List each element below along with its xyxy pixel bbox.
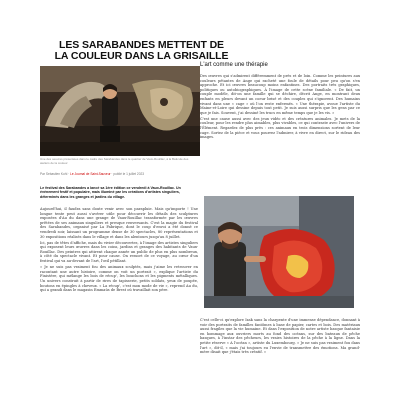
credit-line <box>40 173 198 177</box>
main-photo-caption: Une des oeuvres présentées dans le cadre des Sarabandes dans le quartier de Vaux-Rouillac, à la Baticule des ateliers de la couleur <box>40 157 189 165</box>
credit-prefix: Par Sebastien Kohl · <box>40 172 71 176</box>
main-photo <box>40 66 200 156</box>
body-paragraph: « Je ne suis pas vraiment fou des animaux sculptés, mais j'aime les retrouver en racontant une autre histoire, comme on voit un portrait », explique l'artiste du Finistère, qui mélange les bois de récup', les bouchons et les pigments métalliques. Un univers construit à partir de rires de tapisserie, petits soldats, yeux de poupée, boutons en épingles à cheveux. « La récup', c'est mon mode de vie », reprend Au du, qui a grandi dans le magasin Emmaüs de Brest où travaillait son père. <box>40 265 198 293</box>
body-paragraph: Ici, pas de têtes d'affiche, mais du vivier découvertes, à l'image des artistes singuliers qui exposent leurs œuvres dans les coins, jardins et granges des habitants de Vaux-Rouillac. Des peintres qui attirent chaque année un public de plus en plus nombreux, à côté du spectacle vivant. Et pour cause. On ressort de ce voyage, au cœur d'un festival qui va au-devant de l'art, l'œil pétillant. <box>40 240 198 264</box>
secondary-photo <box>204 196 354 308</box>
body-paragraph: Des œuvres qui s'admirent différemment de près et de loin. Comme les peintures aux couleurs pétantes de Ange qui racheté une foule de détails pour peu qu'on s'en approche. Et ici œuvres beaucoup moins enfantines. Des portraits très graphiques, politiques ou autobiographiques. À l'image de cette scène familiale. « De fait, un couple modèle, dit-on une famille qui se déchire, décrit Ange, en montrant deux enfants en pleurs devant un coeur brisé et des couples qui s'ignorent. Des humains vivant dans une « cage » où l'on reste enfermés. « Une thérapie, avoue l'artiste du Maine-et-Loire qui dessine depuis tout petit. Je suis aussi surpris que les gens par ce que je fais. Souvent, j'ai dessiné les trucs en même temps que je les vis. » <box>200 74 360 115</box>
credit-link[interactable]: Le Journal de Saint-Sauveur <box>70 172 111 176</box>
body-left-column <box>40 207 198 294</box>
body-right-bottom: C'est celle-ci qu'explore Izak sans la charpente d'une immense dépendance, donnant à voir des portraits de familles fantômes à base de papier, cartes et bois. Des matériaux aussi fragiles que la vie humaine. Et dans l'exposition de notre artiste basque fantaisie en hommage aux ouvriers morts au fond des océans, sur des bateaux de pêche basques, à l'instar des pêcheurs, les vraies histoires de la pêche à la ligne. Dans la petite réserve « A l'océan », artiste du Luxembourg. « Je ne suis pas vraiment fou dans l'art », dit-il, « mais j'ai toujours eu l'envie de transmettre des émotions. Ma grand-mère disait que j'étais très créatif. » <box>200 318 360 355</box>
body-paragraph: Aujourd'hui, il faudra sans doute venir avec son parapluie. Mais qu'importe ! Une longue tente peut aussi s'avérer utile pour découvrir les détails des sculptures exposées d'Au du dans une grange de Vaux-Rouillac transformée par les œuvres prêtées de ses animaux singuliers et presque renversants. C'est la magie du festival des Sarabandes, organisé par La Fabrique, dont le coup d'envoi a été donné ce vendredi soir, laissant un programme dense de 30 spectacles, 80 représentations et 30 expositions réalisés dans le village et dans les alentours jusqu'au 8 juillet. <box>40 207 198 239</box>
secondary-photo-illustration <box>204 196 354 308</box>
section-title: L'art comme une thérapie <box>200 62 268 68</box>
main-photo-illustration <box>40 66 200 156</box>
article-lead: Le festival des Sarabandes a lancé sa 1ère édition ce vendredi à Vaux-Rouillac. Un événement festif et populaire, mais illuminé par les créations d'artistes singuliers, déterminés dans les granges et jardins du village. <box>40 186 181 199</box>
article-headline: LES SARABANDES METTENT DE LA COULEUR DANS LA GRISAILLE <box>54 39 229 62</box>
body-right-column <box>200 74 360 141</box>
body-paragraph: C'est une cause aussi avec des jeux vidéo et des créatures animales. Je mets de la couleur, pour les rendre plus aimables, plus vivables, ce qui contraste avec l'univers de l'Élément. Regardez de plus près : ces animaux en trois dimensions sortent de leur cage. Sortez de la pièce et vous pourrez l'admirer, à vivre en direct, sur le rideau des images. <box>200 116 360 140</box>
credit-suffix: · publié le 1 juillet 2023 <box>110 172 145 176</box>
